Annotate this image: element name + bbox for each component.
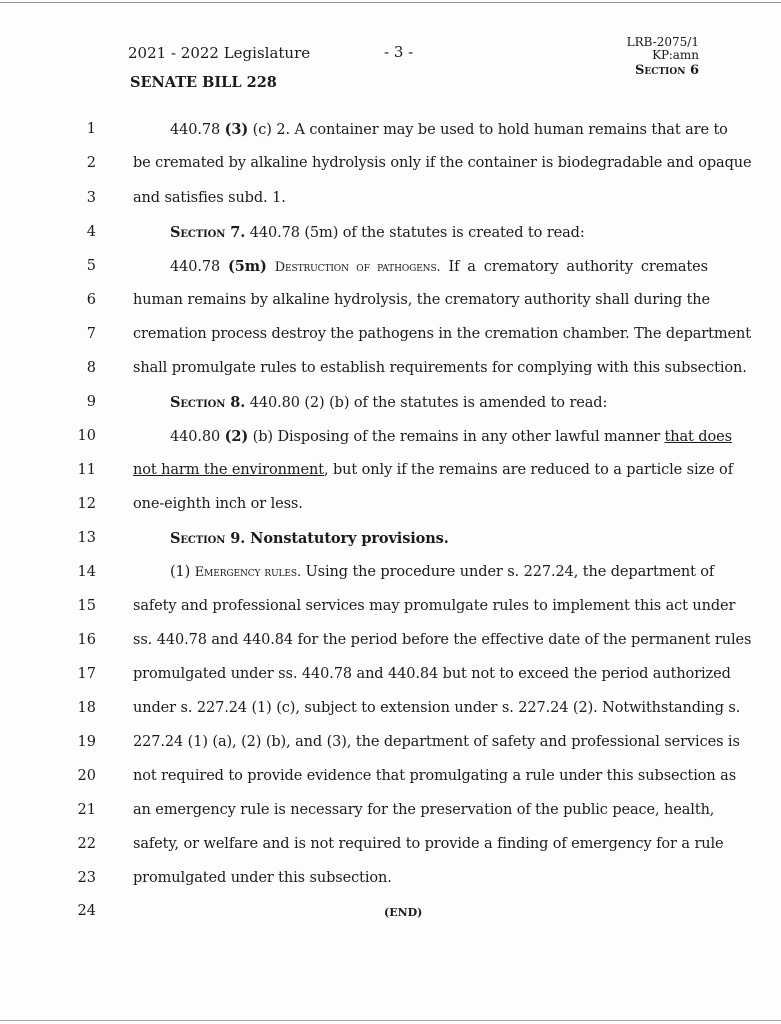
line-number: 21	[77, 802, 96, 818]
line-13	[0, 527, 781, 551]
line-number: 1	[86, 121, 96, 137]
line-6	[0, 289, 781, 313]
line-2	[0, 152, 781, 176]
line-number: 14	[77, 564, 96, 580]
line-text: cremation process destroy the pathogens in the cremation chamber. The department	[133, 326, 751, 342]
line-number: 22	[77, 836, 96, 852]
line-text: under s. 227.24 (1) (c), subject to extension under s. 227.24 (2). Notwithstanding s.	[133, 700, 741, 716]
line-number: 24	[77, 903, 96, 919]
line-number: 9	[86, 394, 96, 410]
line-number: 23	[77, 870, 96, 886]
line-number: 12	[77, 496, 96, 512]
line-number: 4	[86, 224, 96, 240]
line-text: and satisfies subd. 1.	[133, 190, 286, 206]
legislature-session: 2021 - 2022 Legislature	[128, 44, 311, 62]
line-1	[0, 118, 781, 142]
line-text: safety, or welfare and is not required to provide a finding of emergency for a rule	[133, 836, 724, 852]
line-number: 19	[77, 734, 96, 750]
line-text: 227.24 (1) (a), (2) (b), and (3), the department of safety and professional services is	[133, 734, 740, 750]
line-text: 440.80 (2) (b) Disposing of the remains in any other lawful manner that does	[170, 428, 732, 445]
line-text: one-eighth inch or less.	[133, 496, 303, 512]
line-number: 2	[86, 155, 96, 171]
line-4	[0, 221, 781, 245]
line-number: 6	[86, 292, 96, 308]
end-marker: (END)	[384, 906, 423, 919]
line-number: 16	[77, 632, 96, 648]
line-3	[0, 187, 781, 211]
line-number: 7	[86, 326, 96, 342]
line-text: be cremated by alkaline hydrolysis only if the container is biodegradable and opaque	[133, 155, 752, 171]
line-text: promulgated under this subsection.	[133, 870, 392, 886]
line-text: Section 7. 440.78 (5m) of the statutes is created to read:	[170, 224, 585, 241]
page-number: - 3 -	[384, 43, 414, 61]
line-18	[0, 697, 781, 721]
scan-top-edge	[0, 2, 781, 3]
lrb-number: LRB-2075/1	[626, 35, 699, 49]
line-text: an emergency rule is necessary for the preservation of the public peace, health,	[133, 802, 715, 818]
line-8	[0, 357, 781, 381]
line-14	[0, 561, 781, 585]
line-22	[0, 833, 781, 857]
line-9	[0, 391, 781, 415]
line-19	[0, 731, 781, 755]
line-text: 440.78 (5m) Destruction of pathogens. If a crematory authority cremates	[170, 258, 708, 275]
line-number: 20	[77, 768, 96, 784]
line-number: 17	[77, 666, 96, 682]
line-number: 18	[77, 700, 96, 716]
line-text: Section 9. Nonstatutory provisions.	[170, 530, 449, 547]
line-number: 13	[77, 530, 96, 546]
line-text: 440.78 (3) (c) 2. A container may be used to hold human remains that are to	[170, 121, 728, 138]
line-15	[0, 595, 781, 619]
scan-bottom-edge	[0, 1020, 781, 1021]
line-12	[0, 493, 781, 517]
line-text: shall promulgate rules to establish requirements for complying with this subsection.	[133, 360, 747, 376]
line-text: promulgated under ss. 440.78 and 440.84 but not to exceed the period authorized	[133, 666, 731, 682]
line-text: human remains by alkaline hydrolysis, the crematory authority shall during the	[133, 292, 711, 308]
line-text: not required to provide evidence that promulgating a rule under this subsection as	[133, 768, 737, 784]
line-17	[0, 663, 781, 687]
line-text: (1) Emergency rules. Using the procedure under s. 227.24, the department of	[170, 564, 715, 580]
line-number: 15	[77, 598, 96, 614]
line-16	[0, 629, 781, 653]
line-number: 10	[77, 428, 96, 444]
line-11	[0, 459, 781, 483]
line-text: Section 8. 440.80 (2) (b) of the statutes is amended to read:	[170, 394, 608, 411]
drafter-initials: KP:amn	[652, 48, 699, 62]
drafting-reference	[627, 36, 699, 77]
line-23	[0, 867, 781, 891]
line-text: safety and professional services may promulgate rules to implement this act under	[133, 598, 736, 614]
line-7	[0, 323, 781, 347]
line-number: 8	[86, 360, 96, 376]
line-10	[0, 425, 781, 449]
line-number: 5	[86, 258, 96, 274]
section-label: Section 6	[635, 63, 699, 78]
bill-title: SENATE BILL 228	[130, 74, 277, 91]
inserted-text: not harm the environment	[133, 462, 324, 478]
line-number: 11	[77, 462, 96, 478]
line-5	[0, 255, 781, 279]
line-20	[0, 765, 781, 789]
inserted-text: that does	[664, 429, 732, 445]
line-21	[0, 799, 781, 823]
line-number: 3	[86, 190, 96, 206]
line-24	[0, 900, 781, 924]
line-text: ss. 440.78 and 440.84 for the period before the effective date of the permanent rules	[133, 632, 752, 648]
line-text: not harm the environment, but only if the remains are reduced to a particle size of	[133, 462, 733, 478]
